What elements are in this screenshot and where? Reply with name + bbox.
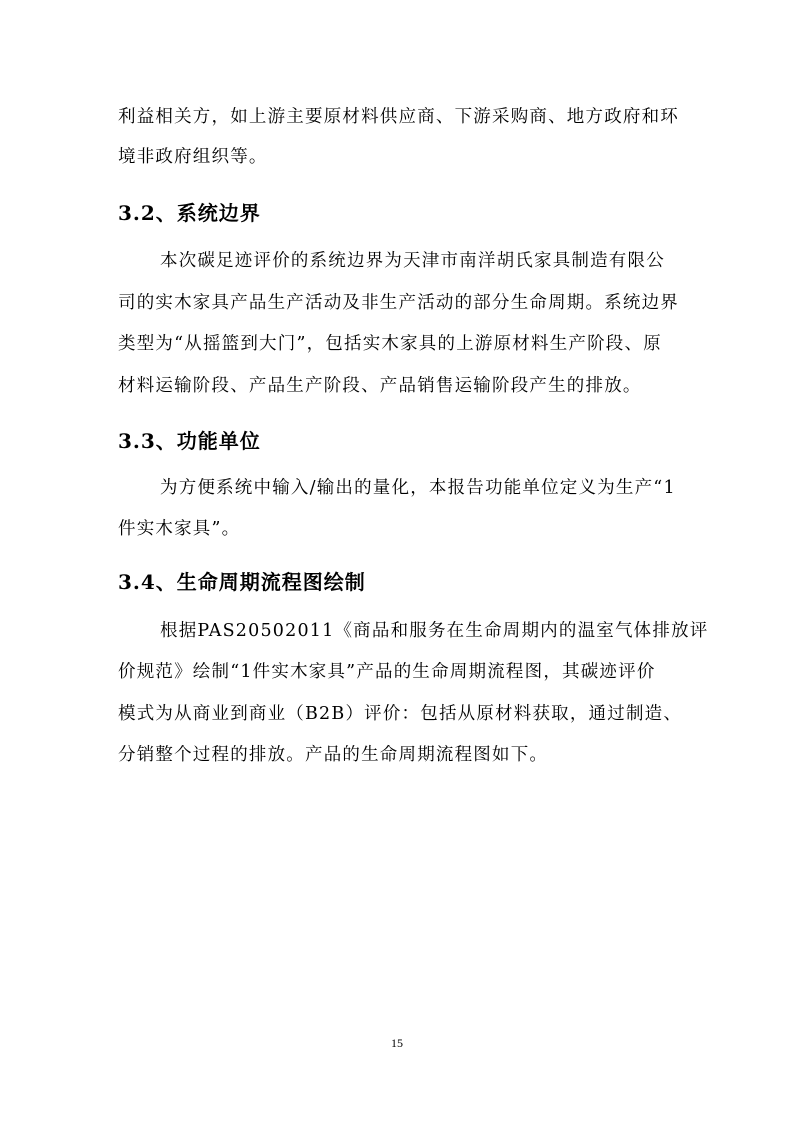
page-number: 15 <box>391 1036 403 1050</box>
paragraph-line: 为方便系统中输入/输出的量化，本报告功能单位定义为生产“1 <box>160 478 676 498</box>
paragraph-line: 类型为“从摇篮到大门”，包括实木家具的上游原材料生产阶段、原 <box>118 334 662 354</box>
paragraph-line: 价规范》绘制“1件实木家具”产品的生命周期流程图，其碳迹评价 <box>118 662 656 682</box>
paragraph-line: 根据PAS20502011《商品和服务在生命周期内的温室气体排放评 <box>160 621 709 641</box>
section-heading-3-2: 3.2、系统边界 <box>118 201 261 225</box>
paragraph-line: 模式为从商业到商业（B2B）评价：包括从原材料获取，通过制造、 <box>118 704 683 724</box>
section-heading-3-3: 3.3、功能单位 <box>118 429 261 453</box>
section-heading-3-4: 3.4、生命周期流程图绘制 <box>118 570 366 594</box>
paragraph-line: 司的实木家具产品生产活动及非生产活动的部分生命周期。系统边界 <box>118 293 679 313</box>
paragraph-line: 利益相关方，如上游主要原材料供应商、下游采购商、地方政府和环 <box>118 107 679 127</box>
paragraph-line: 材料运输阶段、产品生产阶段、产品销售运输阶段产生的排放。 <box>118 376 642 396</box>
paragraph-line: 件实木家具”。 <box>118 519 241 539</box>
paragraph-line: 本次碳足迹评价的系统边界为天津市南洋胡氏家具制造有限公 <box>160 251 665 271</box>
paragraph-line: 分销整个过程的排放。产品的生命周期流程图如下。 <box>118 745 549 765</box>
paragraph-line: 境非政府组织等。 <box>118 147 268 167</box>
